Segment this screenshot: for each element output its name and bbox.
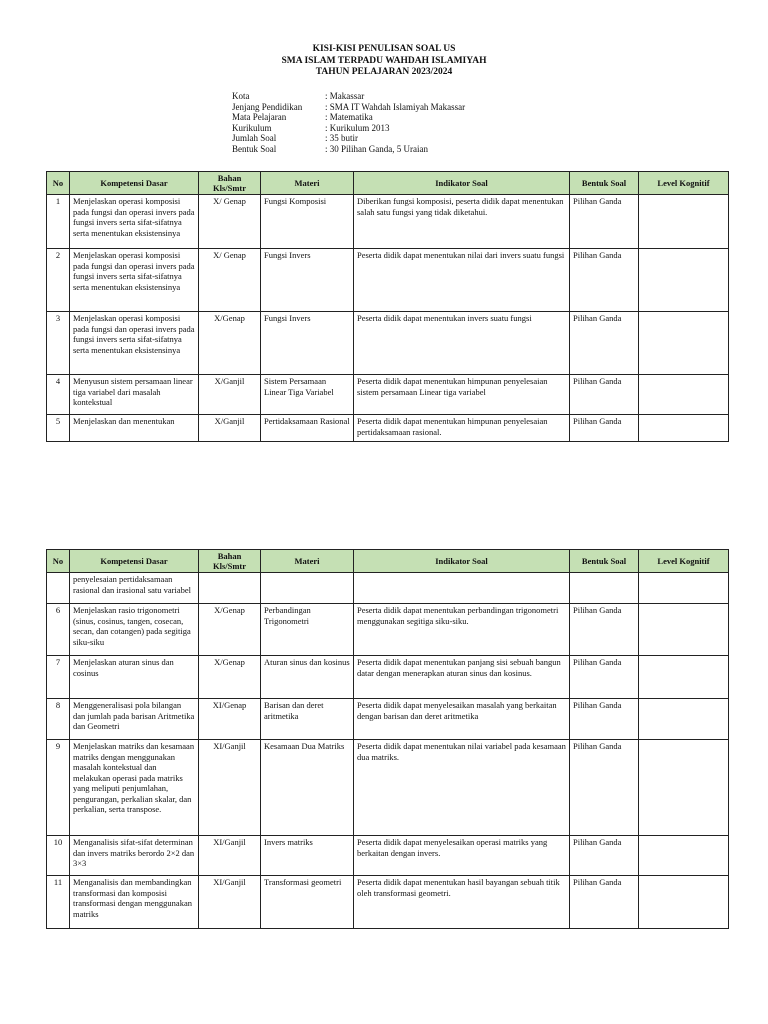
cell-bentuk: Pilihan Ganda [570, 195, 639, 249]
cell-materi: Perbandingan Trigonometri [261, 604, 354, 656]
table-header-row [47, 172, 729, 195]
cell-no: 4 [47, 375, 70, 415]
column-header-kompetensi: Kompetensi Dasar [70, 550, 199, 573]
table-row [47, 740, 729, 836]
cell-materi: Aturan sinus dan kosinus [261, 656, 354, 699]
cell-bahan: XI/Ganjil [199, 740, 261, 836]
cell-materi: Barisan dan deret aritmetika [261, 699, 354, 740]
column-header-bahan: Bahan Kls/Smtr [199, 172, 261, 195]
column-header-level: Level Kognitif [639, 172, 729, 195]
cell-bahan: X/ Genap [199, 249, 261, 312]
info-value: : 30 Pilihan Ganda, 5 Uraian [325, 143, 428, 154]
cell-bentuk: Pilihan Ganda [570, 604, 639, 656]
cell-indikator: Diberikan fungsi komposisi, peserta didik dapat menentukan salah satu fungsi yang tidak diketahui. [354, 195, 570, 249]
table-row [47, 415, 729, 442]
cell-level [639, 604, 729, 656]
cell-indikator: Peserta didik dapat menentukan nilai dari invers suatu fungsi [354, 249, 570, 312]
cell-bahan: X/Ganjil [199, 415, 261, 442]
cell-bentuk: Pilihan Ganda [570, 740, 639, 836]
column-header-indikator: Indikator Soal [354, 550, 570, 573]
cell-bahan: XI/Genap [199, 699, 261, 740]
cell-bentuk: Pilihan Ganda [570, 415, 639, 442]
cell-kompetensi: Menganalisis dan membandingkan transformasi dan komposisi transformasi dengan menggunakan matriks [70, 876, 199, 929]
table-row [47, 249, 729, 312]
column-header-no: No [47, 550, 70, 573]
cell-kompetensi: Menjelaskan operasi komposisi pada fungsi dan operasi invers pada fungsi invers serta sifat-sifatnya serta menentukan eksistensinya [70, 312, 199, 375]
title-line-3: TAHUN PELAJARAN 2023/2024 [315, 67, 453, 77]
column-header-no: No [47, 172, 70, 195]
cell-bentuk: Pilihan Ganda [570, 312, 639, 375]
info-value: : Matematika [325, 112, 373, 122]
title-line-1: KISI-KISI PENULISAN SOAL US [312, 44, 456, 54]
cell-no: 5 [47, 415, 70, 442]
cell-indikator: Peserta didik dapat menentukan hasil bayangan sebuah titik oleh transformasi geometri. [354, 876, 570, 929]
document-title [0, 44, 768, 79]
cell-bahan: XI/Ganjil [199, 876, 261, 929]
cell-indikator: Peserta didik dapat menentukan nilai variabel pada kesamaan dua matriks. [354, 740, 570, 836]
table-row [47, 375, 729, 415]
cell-no: 8 [47, 699, 70, 740]
info-value: : Kurikulum 2013 [325, 122, 390, 133]
cell-kompetensi: Menjelaskan aturan sinus dan cosinus [70, 656, 199, 699]
cell-level [639, 656, 729, 699]
title-line-2: SMA ISLAM TERPADU WAHDAH ISLAMIYAH [281, 55, 487, 66]
info-label: Jumlah Soal [232, 133, 277, 143]
cell-kompetensi: Menggeneralisasi pola bilangan dan jumlah pada barisan Aritmetika dan Geometri [70, 699, 199, 740]
table-row [47, 604, 729, 656]
cell-materi: Fungsi Invers [261, 249, 354, 312]
cell-kompetensi: penyelesaian pertidaksamaan rasional dan irasional satu variabel [70, 573, 199, 604]
cell-kompetensi: Menjelaskan dan menentukan [70, 415, 199, 442]
table-row [47, 656, 729, 699]
info-label: Jenjang Pendidikan [232, 101, 303, 112]
cell-bentuk: Pilihan Ganda [570, 836, 639, 876]
cell-no: 10 [47, 836, 70, 876]
column-header-bentuk: Bentuk Soal [570, 550, 639, 573]
cell-no: 9 [47, 740, 70, 836]
cell-kompetensi: Menganalisis sifat-sifat determinan dan invers matriks berordo 2×2 dan 3×3 [70, 836, 199, 876]
cell-bahan: X/Genap [199, 312, 261, 375]
table-row [47, 699, 729, 740]
cell-bahan: X/Ganjil [199, 375, 261, 415]
cell-level [639, 415, 729, 442]
table-header-row [47, 550, 729, 573]
cell-bentuk: Pilihan Ganda [570, 876, 639, 929]
cell-kompetensi: Menjelaskan rasio trigonometri (sinus, cosinus, tangen, cosecan, secan, dan cotangen) pada segitiga siku-siku [70, 604, 199, 656]
column-header-bentuk: Bentuk Soal [570, 172, 639, 195]
cell-indikator: Peserta didik dapat menyelesaikan masalah yang berkaitan dengan barisan dan deret aritmetika [354, 699, 570, 740]
kisi-table-2 [46, 549, 729, 929]
cell-level [639, 836, 729, 876]
cell-bahan: XI/Ganjil [199, 836, 261, 876]
cell-materi [261, 573, 354, 604]
cell-indikator [354, 573, 570, 604]
cell-level [639, 699, 729, 740]
cell-bahan: X/ Genap [199, 195, 261, 249]
cell-level [639, 249, 729, 312]
cell-kompetensi: Menjelaskan operasi komposisi pada fungsi dan operasi invers pada fungsi invers serta sifat-sifatnya serta menentukan eksistensinya [70, 195, 199, 249]
cell-level [639, 195, 729, 249]
cell-materi: Invers matriks [261, 836, 354, 876]
column-header-indikator: Indikator Soal [354, 172, 570, 195]
kisi-table-1 [46, 171, 729, 442]
cell-indikator: Peserta didik dapat menentukan himpunan penyelesaian pertidaksamaan rasional. [354, 415, 570, 442]
cell-indikator: Peserta didik dapat menyelesaikan operasi matriks yang berkaitan dengan invers. [354, 836, 570, 876]
cell-materi: Transformasi geometri [261, 876, 354, 929]
info-label: Kurikulum [232, 122, 272, 133]
cell-materi: Fungsi Invers [261, 312, 354, 375]
column-header-materi: Materi [261, 550, 354, 573]
cell-no: 1 [47, 195, 70, 249]
cell-kompetensi: Menjelaskan operasi komposisi pada fungsi dan operasi invers pada fungsi invers serta sifat-sifatnya serta menentukan eksistensinya [70, 249, 199, 312]
info-value: : 35 butir [325, 133, 358, 143]
info-label: Bentuk Soal [232, 143, 277, 154]
cell-kompetensi: Menjelaskan matriks dan kesamaan matriks dengan menggunakan masalah kontekstual dan melakukan operasi pada matriks yang meliputi penjumlahan, pengurangan, perkalian skalar, dan perkalian, serta transpose. [70, 740, 199, 836]
cell-bahan [199, 573, 261, 604]
cell-materi: Sistem Persamaan Linear Tiga Variabel [261, 375, 354, 415]
cell-bahan: X/Genap [199, 656, 261, 699]
cell-no: 2 [47, 249, 70, 312]
cell-no: 6 [47, 604, 70, 656]
table-row [47, 195, 729, 249]
column-header-kompetensi: Kompetensi Dasar [70, 172, 199, 195]
cell-no: 7 [47, 656, 70, 699]
table-row [47, 312, 729, 375]
cell-bentuk: Pilihan Ganda [570, 699, 639, 740]
cell-materi: Pertidaksamaan Rasional [261, 415, 354, 442]
column-header-level: Level Kognitif [639, 550, 729, 573]
info-value: : Makassar [325, 91, 365, 101]
cell-no [47, 573, 70, 604]
cell-bentuk: Pilihan Ganda [570, 375, 639, 415]
cell-bentuk: Pilihan Ganda [570, 249, 639, 312]
table-row [47, 836, 729, 876]
info-value: : SMA IT Wahdah Islamiyah Makassar [325, 101, 466, 112]
cell-level [639, 312, 729, 375]
table-row [47, 876, 729, 929]
cell-indikator: Peserta didik dapat menentukan invers suatu fungsi [354, 312, 570, 375]
cell-level [639, 876, 729, 929]
cell-level [639, 375, 729, 415]
cell-indikator: Peserta didik dapat menentukan himpunan penyelesaian sistem persamaan Linear tiga variabel [354, 375, 570, 415]
cell-level [639, 740, 729, 836]
cell-bentuk: Pilihan Ganda [570, 656, 639, 699]
cell-no: 3 [47, 312, 70, 375]
cell-no: 11 [47, 876, 70, 929]
cell-materi: Kesamaan Dua Matriks [261, 740, 354, 836]
cell-materi: Fungsi Komposisi [261, 195, 354, 249]
table-row [47, 573, 729, 604]
cell-level [639, 573, 729, 604]
cell-indikator: Peserta didik dapat menentukan panjang sisi sebuah bangun datar dengan menerapkan aturan sinus dan kosinus. [354, 656, 570, 699]
cell-bentuk [570, 573, 639, 604]
cell-kompetensi: Menyusun sistem persamaan linear tiga variabel dari masalah kontekstual [70, 375, 199, 415]
cell-indikator: Peserta didik dapat menentukan perbandingan trigonometri menggunakan segitiga siku-siku. [354, 604, 570, 656]
column-header-bahan: Bahan Kls/Smtr [199, 550, 261, 573]
column-header-materi: Materi [261, 172, 354, 195]
info-label: Mata Pelajaran [232, 112, 287, 122]
info-label: Kota [232, 91, 250, 101]
cell-bahan: X/Genap [199, 604, 261, 656]
